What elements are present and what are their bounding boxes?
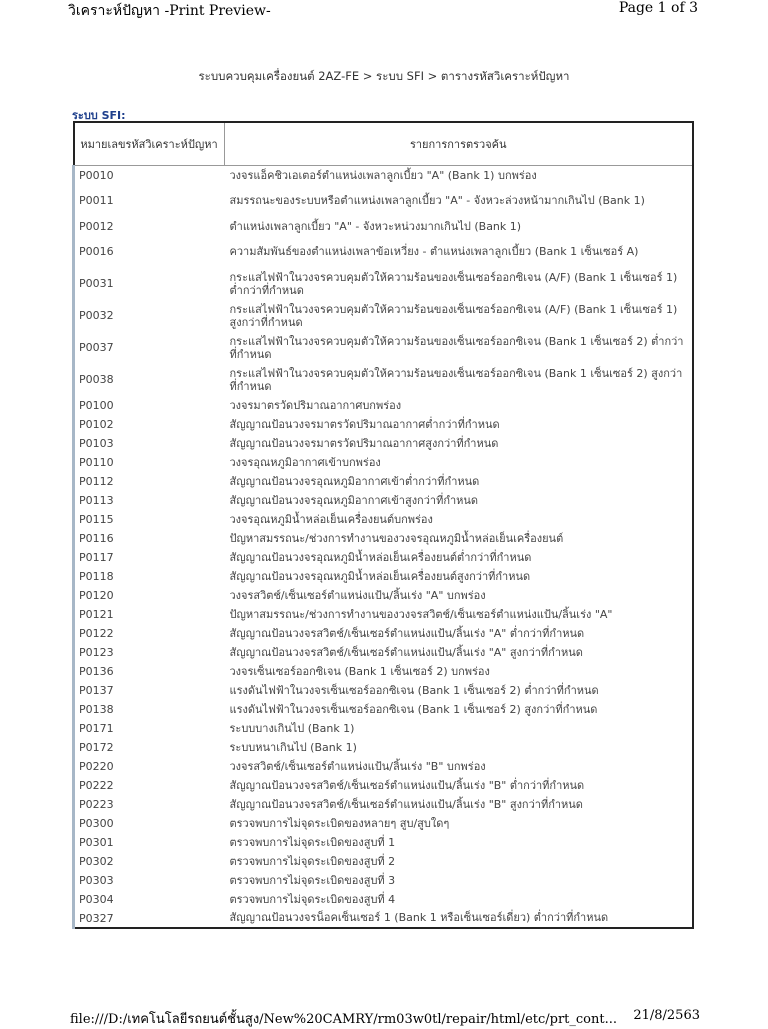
table-row [74, 643, 694, 662]
table-row [74, 852, 694, 871]
table-row [74, 236, 694, 268]
table-row [74, 624, 694, 643]
dtc-code: P0223 [74, 795, 225, 814]
dtc-description: ปัญหาสมรรถนะ/ช่วงการทำงานของวงจรสวิตช์/เซ็นเซอร์ตำแหน่งแป้น/ลิ้นเร่ง "A" [229, 607, 613, 621]
dtc-description: วงจรอุณหภูมิอากาศเข้าบกพร่อง [229, 455, 381, 469]
dtc-code: P0302 [74, 852, 225, 871]
table-row [74, 757, 694, 776]
dtc-description: กระแสไฟฟ้าในวงจรควบคุมตัวให้ความร้อนของเซ็นเซอร์ออกซิเจน (A/F) (Bank 1 เซ็นเซอร์ 1) สูงกว่าที่กำหนด [229, 302, 678, 329]
dtc-description: ระบบบางเกินไป (Bank 1) [229, 721, 355, 735]
dtc-description: สมรรถนะของระบบหรือตำแหน่งเพลาลูกเบี้ยว "A" - จังหวะล่วงหน้ามากเกินไป (Bank 1) [229, 194, 645, 207]
dtc-description: ความสัมพันธ์ของตำแหน่งเพลาข้อเหวี่ยง - ตำแหน่งเพลาลูกเบี้ยว (Bank 1 เซ็นเซอร์ A) [229, 245, 639, 258]
dtc-code: P0010 [74, 166, 225, 185]
dtc-description: วงจรอุณหภูมิน้ำหล่อเย็นเครื่องยนต์บกพร่อง [229, 512, 433, 526]
dtc-code: P0118 [74, 567, 225, 586]
window-title: วิเคราะห์ปัญหา -Print Preview- [68, 3, 271, 19]
table-row [74, 681, 694, 700]
table-row [74, 738, 694, 757]
dtc-code: P0172 [74, 738, 225, 757]
table-row [74, 185, 694, 217]
dtc-code: P0137 [74, 681, 225, 700]
dtc-code: P0012 [74, 217, 225, 236]
dtc-code: P0116 [74, 529, 225, 548]
dtc-description: สัญญาณป้อนวงจรน็อคเซ็นเซอร์ 1 (Bank 1 หรือเซ็นเซอร์เดี่ยว) ต่ำกว่าที่กำหนด [229, 911, 609, 925]
dtc-code: P0123 [74, 643, 225, 662]
dtc-description: ตรวจพบการไม่จุดระเบิดของหลายๆ สูบ/สูบใดๆ [229, 816, 450, 830]
dtc-description: ตรวจพบการไม่จุดระเบิดของสูบที่ 4 [229, 892, 396, 906]
dtc-code: P0303 [74, 871, 225, 890]
dtc-description: วงจรเซ็นเซอร์ออกซิเจน (Bank 1 เซ็นเซอร์ 2) บกพร่อง [229, 664, 490, 678]
dtc-description: สัญญาณป้อนวงจรสวิตช์/เซ็นเซอร์ตำแหน่งแป้น/ลิ้นเร่ง "B" ต่ำกว่าที่กำหนด [229, 778, 585, 792]
dtc-code: P0037 [74, 332, 225, 364]
dtc-code: P0031 [74, 268, 225, 300]
dtc-code: P0117 [74, 548, 225, 567]
table-row [74, 472, 694, 491]
table-row [74, 776, 694, 795]
table-row [74, 909, 694, 929]
dtc-description: วงจรมาตรวัดปริมาณอากาศบกพร่อง [229, 398, 402, 412]
dtc-description: สัญญาณป้อนวงจรอุณหภูมิน้ำหล่อเย็นเครื่องยนต์ต่ำกว่าที่กำหนด [229, 550, 532, 564]
table-row [74, 396, 694, 415]
column-header-description: รายการการตรวจค้น [224, 122, 693, 166]
dtc-description: วงจรสวิตช์/เซ็นเซอร์ตำแหน่งแป้น/ลิ้นเร่ง "A" บกพร่อง [229, 588, 486, 602]
table-row [74, 529, 694, 548]
dtc-code: P0102 [74, 415, 225, 434]
dtc-code: P0113 [74, 491, 225, 510]
footer-file-path: file:///D:/เทคโนโลยีรถยนต์ชั้นสูง/New%20CAMRY/rm03w0tl/repair/html/etc/prt_cont... [70, 1012, 618, 1027]
table-row [74, 268, 694, 300]
table-row [74, 700, 694, 719]
footer-date: 21/8/2563 [633, 1008, 700, 1023]
dtc-code: P0121 [74, 605, 225, 624]
dtc-code: P0103 [74, 434, 225, 453]
dtc-description: กระแสไฟฟ้าในวงจรควบคุมตัวให้ความร้อนของเซ็นเซอร์ออกซิเจน (Bank 1 เซ็นเซอร์ 2) ต่ำกว่าที่กำหนด [229, 334, 684, 361]
dtc-code: P0304 [74, 890, 225, 909]
dtc-description: สัญญาณป้อนวงจรสวิตช์/เซ็นเซอร์ตำแหน่งแป้น/ลิ้นเร่ง "B" สูงกว่าที่กำหนด [229, 797, 583, 811]
dtc-code: P0122 [74, 624, 225, 643]
dtc-description: สัญญาณป้อนวงจรอุณหภูมิอากาศเข้าสูงกว่าที่กำหนด [229, 493, 479, 507]
table-row [74, 567, 694, 586]
table-row [74, 332, 694, 364]
table-row [74, 662, 694, 681]
dtc-code: P0136 [74, 662, 225, 681]
dtc-code: P0011 [74, 185, 225, 217]
dtc-description: ตรวจพบการไม่จุดระเบิดของสูบที่ 1 [229, 835, 396, 849]
dtc-description: ตรวจพบการไม่จุดระเบิดของสูบที่ 2 [229, 854, 396, 868]
table-row [74, 871, 694, 890]
table-header-row [74, 122, 694, 166]
dtc-table [72, 121, 694, 929]
dtc-description: แรงดันไฟฟ้าในวงจรเซ็นเซอร์ออกซิเจน (Bank 1 เซ็นเซอร์ 2) สูงกว่าที่กำหนด [229, 702, 598, 716]
dtc-description: กระแสไฟฟ้าในวงจรควบคุมตัวให้ความร้อนของเซ็นเซอร์ออกซิเจน (Bank 1 เซ็นเซอร์ 2) สูงกว่าที่กำหนด [229, 366, 683, 393]
table-row [74, 510, 694, 529]
dtc-description: ตำแหน่งเพลาลูกเบี้ยว "A" - จังหวะหน่วงมากเกินไป (Bank 1) [229, 219, 522, 233]
dtc-description: สัญญาณป้อนวงจรอุณหภูมิน้ำหล่อเย็นเครื่องยนต์สูงกว่าที่กำหนด [229, 569, 531, 583]
dtc-code: P0115 [74, 510, 225, 529]
dtc-description: สัญญาณป้อนวงจรสวิตช์/เซ็นเซอร์ตำแหน่งแป้น/ลิ้นเร่ง "A" ต่ำกว่าที่กำหนด [229, 626, 585, 640]
table-row [74, 415, 694, 434]
dtc-description: วงจรแอ็คชิวเอเตอร์ตำแหน่งเพลาลูกเบี้ยว "A" (Bank 1) บกพร่อง [229, 168, 537, 182]
table-body [74, 166, 694, 929]
table-row [74, 217, 694, 236]
dtc-code: P0016 [74, 236, 225, 268]
dtc-code: P0120 [74, 586, 225, 605]
dtc-code: P0112 [74, 472, 225, 491]
table-row [74, 364, 694, 396]
dtc-code: P0301 [74, 833, 225, 852]
dtc-code: P0138 [74, 700, 225, 719]
table-row [74, 605, 694, 624]
table-row [74, 491, 694, 510]
table-row [74, 890, 694, 909]
dtc-description: กระแสไฟฟ้าในวงจรควบคุมตัวให้ความร้อนของเซ็นเซอร์ออกซิเจน (A/F) (Bank 1 เซ็นเซอร์ 1) ต่ำกว่าที่กำหนด [229, 270, 678, 297]
breadcrumb: ระบบควบคุมเครื่องยนต์ 2AZ-FE > ระบบ SFI > ตารางรหัสวิเคราะห์ปัญหา [198, 69, 570, 83]
table-row [74, 300, 694, 332]
table-row [74, 833, 694, 852]
table-row [74, 814, 694, 833]
dtc-code: P0032 [74, 300, 225, 332]
dtc-description: ตรวจพบการไม่จุดระเบิดของสูบที่ 3 [229, 873, 396, 887]
table-row [74, 795, 694, 814]
table-row [74, 166, 694, 185]
dtc-code: P0222 [74, 776, 225, 795]
column-header-code: หมายเลขรหัสวิเคราะห์ปัญหา [74, 122, 225, 166]
dtc-description: สัญญาณป้อนวงจรอุณหภูมิอากาศเข้าต่ำกว่าที่กำหนด [229, 474, 480, 488]
dtc-code: P0100 [74, 396, 225, 415]
table-row [74, 434, 694, 453]
section-label: ระบบ SFI: [72, 109, 126, 122]
table-row [74, 453, 694, 472]
dtc-code: P0171 [74, 719, 225, 738]
dtc-description: ระบบหนาเกินไป (Bank 1) [229, 740, 357, 754]
dtc-code: P0038 [74, 364, 225, 396]
dtc-code: P0220 [74, 757, 225, 776]
dtc-description: สัญญาณป้อนวงจรมาตรวัดปริมาณอากาศสูงกว่าที่กำหนด [229, 436, 499, 450]
table-row [74, 586, 694, 605]
dtc-code: P0300 [74, 814, 225, 833]
table-row [74, 719, 694, 738]
dtc-description: สัญญาณป้อนวงจรสวิตช์/เซ็นเซอร์ตำแหน่งแป้น/ลิ้นเร่ง "A" สูงกว่าที่กำหนด [229, 645, 583, 659]
dtc-code: P0110 [74, 453, 225, 472]
dtc-description: ปัญหาสมรรถนะ/ช่วงการทำงานของวงจรอุณหภูมิน้ำหล่อเย็นเครื่องยนต์ [229, 531, 564, 545]
page-indicator: Page 1 of 3 [618, 0, 698, 16]
dtc-code: P0327 [74, 909, 225, 929]
table-row [74, 548, 694, 567]
dtc-description: วงจรสวิตช์/เซ็นเซอร์ตำแหน่งแป้น/ลิ้นเร่ง "B" บกพร่อง [229, 759, 486, 773]
dtc-description: แรงดันไฟฟ้าในวงจรเซ็นเซอร์ออกซิเจน (Bank 1 เซ็นเซอร์ 2) ต่ำกว่าที่กำหนด [229, 683, 599, 697]
dtc-description: สัญญาณป้อนวงจรมาตรวัดปริมาณอากาศต่ำกว่าที่กำหนด [229, 417, 500, 431]
